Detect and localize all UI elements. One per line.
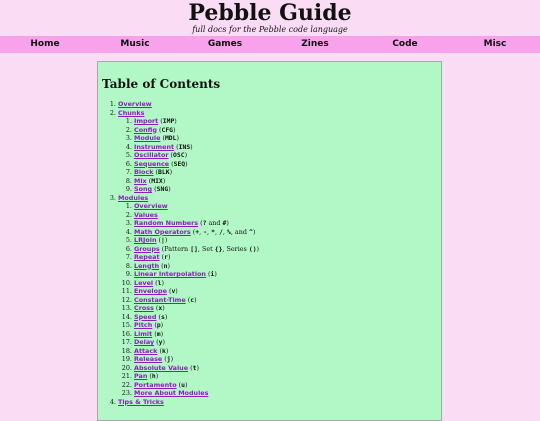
toc-item: 7. Repeat (r) [134, 253, 259, 262]
toc-heading: Table of Contents [102, 77, 221, 91]
toc-item [134, 202, 259, 211]
code-token: CFG [161, 125, 174, 134]
code-token: h [151, 372, 156, 380]
toc-link[interactable]: Portamento [134, 380, 177, 389]
code-token: MIX [151, 176, 163, 185]
code-token: | [161, 236, 165, 244]
code-token: OSC [173, 151, 185, 159]
toc-link[interactable]: Song [134, 185, 153, 193]
code-token: SNG [156, 185, 169, 193]
toc-item: 8. Length (n) [134, 262, 259, 271]
toc-link[interactable]: Limit [134, 329, 153, 338]
code-token: x [158, 304, 163, 312]
toc-list [102, 100, 259, 406]
nav-zines-link[interactable]: Zines [301, 39, 329, 49]
code-token: ? [202, 219, 207, 227]
toc-link[interactable]: Overview [118, 100, 152, 108]
toc-link[interactable]: Instrument [134, 142, 175, 151]
toc-link[interactable]: Absolute Value [134, 363, 189, 372]
toc-link[interactable]: Pan [134, 372, 148, 380]
code-token: {} [214, 244, 223, 253]
code-token: [] [190, 244, 198, 253]
toc-item: 22. Portamento (u) [134, 381, 259, 390]
toc-link[interactable]: Oscillator [134, 151, 169, 159]
code-token: () [248, 244, 257, 253]
toc-link[interactable]: Envelope [134, 287, 167, 295]
toc-link[interactable]: Random Numbers [134, 219, 199, 227]
toc-item: 5. Oscillator (OSC) [134, 151, 259, 160]
code-token: t [192, 363, 197, 372]
toc-link[interactable]: Overview [134, 202, 168, 210]
toc-link[interactable]: Level [134, 278, 154, 287]
toc-link[interactable]: Block [134, 168, 154, 176]
toc-item: 3. Random Numbers (? and #) [134, 219, 259, 228]
toc-link[interactable]: More About Modules [134, 389, 209, 397]
toc-item: 3. Module (MDL) [134, 134, 259, 143]
toc-item: 21. Pan (h) [134, 372, 259, 381]
toc-item: 18. Attack (k) [134, 347, 259, 356]
code-token: BLK [158, 168, 170, 176]
toc-link[interactable]: Repeat [134, 253, 160, 261]
code-token: # [222, 219, 227, 227]
nav-code-link[interactable]: Code [392, 39, 418, 49]
code-token: - [203, 227, 208, 236]
toc-item: 20. Absolute Value (t) [134, 364, 259, 373]
toc-link[interactable]: Linear Interpolation [134, 270, 206, 278]
code-token: i [210, 270, 215, 278]
toc-item: 5. LRJoin (|) [134, 236, 259, 245]
toc-link[interactable]: Values [134, 210, 158, 219]
code-token: SEQ [173, 159, 186, 168]
toc-item: 13. Cross (x) [134, 304, 259, 313]
toc-item: 16. Limit (m) [134, 330, 259, 339]
toc-link[interactable]: Constant-Time [134, 295, 186, 304]
toc-sublist [118, 202, 259, 398]
toc-item: 8. Mix (MIX) [134, 177, 259, 186]
toc-link[interactable]: Sequence [134, 159, 170, 168]
toc-item: 9. Linear Interpolation (i) [134, 270, 259, 279]
toc-sublist [118, 117, 259, 194]
toc-item: 4. Instrument (INS) [134, 143, 259, 152]
toc-link[interactable]: Length [134, 261, 160, 270]
toc-item: 11. Envelope (v) [134, 287, 259, 296]
nav-games-link[interactable]: Games [207, 39, 243, 49]
toc-item: 14. Speed (s) [134, 313, 259, 322]
code-token: n [163, 261, 168, 270]
code-token: + [195, 227, 200, 236]
toc-item [118, 194, 259, 398]
nav-home-link[interactable]: Home [30, 39, 60, 49]
code-token: j [166, 355, 171, 363]
code-token: s [160, 312, 165, 321]
toc-item: 6. Sequence (SEQ) [134, 160, 259, 169]
toc-link[interactable]: Tips & Tricks [118, 397, 164, 406]
code-token: % [227, 227, 231, 236]
toc-item: 17. Delay (y) [134, 338, 259, 347]
toc-link[interactable]: Groups [134, 244, 160, 253]
table-of-contents-panel [97, 61, 442, 421]
page-title: Pebble Guide [188, 0, 352, 26]
toc-link[interactable]: Import [134, 117, 159, 125]
toc-item [118, 109, 259, 194]
toc-item [118, 100, 259, 109]
code-token: l [157, 278, 162, 287]
toc-item: 7. Block (BLK) [134, 168, 259, 177]
toc-item: 4. Math Operators (+, -, *, /, %, and ^) [134, 228, 259, 237]
toc-link[interactable]: Cross [134, 304, 154, 312]
code-token: k [161, 346, 166, 355]
toc-link[interactable]: Math Operators [134, 227, 191, 236]
toc-link[interactable]: Delay [134, 338, 155, 346]
top-nav-bar [0, 36, 540, 53]
toc-item: 9. Song (SNG) [134, 185, 259, 194]
toc-item [134, 211, 259, 220]
toc-link[interactable]: Mix [134, 176, 147, 185]
code-token: MDL [164, 134, 177, 142]
toc-link[interactable]: Speed [134, 312, 157, 321]
code-token: ^ [248, 227, 253, 236]
toc-link[interactable]: Release [134, 355, 163, 363]
toc-link[interactable]: Config [134, 125, 157, 134]
nav-music-link[interactable]: Music [120, 39, 150, 49]
code-token: u [181, 380, 185, 389]
toc-item: 2. Config (CFG) [134, 126, 259, 135]
code-token: p [156, 321, 161, 329]
toc-link[interactable]: Attack [134, 346, 158, 355]
code-token: m [156, 329, 161, 338]
toc-item: 12. Constant-Time (c) [134, 296, 259, 305]
toc-item [134, 389, 259, 398]
toc-link[interactable]: LRJoin [134, 236, 157, 244]
code-token: r [164, 253, 168, 261]
page-subtitle: full docs for the Pebble code language [192, 25, 348, 34]
code-token: * [211, 227, 215, 236]
toc-item: 1. Import (IMP) [134, 117, 259, 126]
code-token: v [171, 287, 176, 295]
toc-item: 10. Level (l) [134, 279, 259, 288]
toc-link[interactable]: Modules [118, 193, 149, 202]
code-token: IMP [162, 117, 175, 125]
toc-link[interactable]: Pitch [134, 321, 153, 329]
toc-item: 6. Groups (Pattern [], Set {}, Series ()) [134, 245, 259, 254]
toc-item: 19. Release (j) [134, 355, 259, 364]
toc-item: 15. Pitch (p) [134, 321, 259, 330]
toc-link[interactable]: Module [134, 134, 161, 142]
code-token: c [190, 295, 195, 304]
code-token: y [158, 338, 163, 346]
nav-misc-link[interactable]: Misc [483, 39, 507, 49]
code-token: INS [178, 142, 191, 151]
code-token: / [219, 227, 223, 236]
toc-link[interactable]: Chunks [118, 108, 145, 117]
